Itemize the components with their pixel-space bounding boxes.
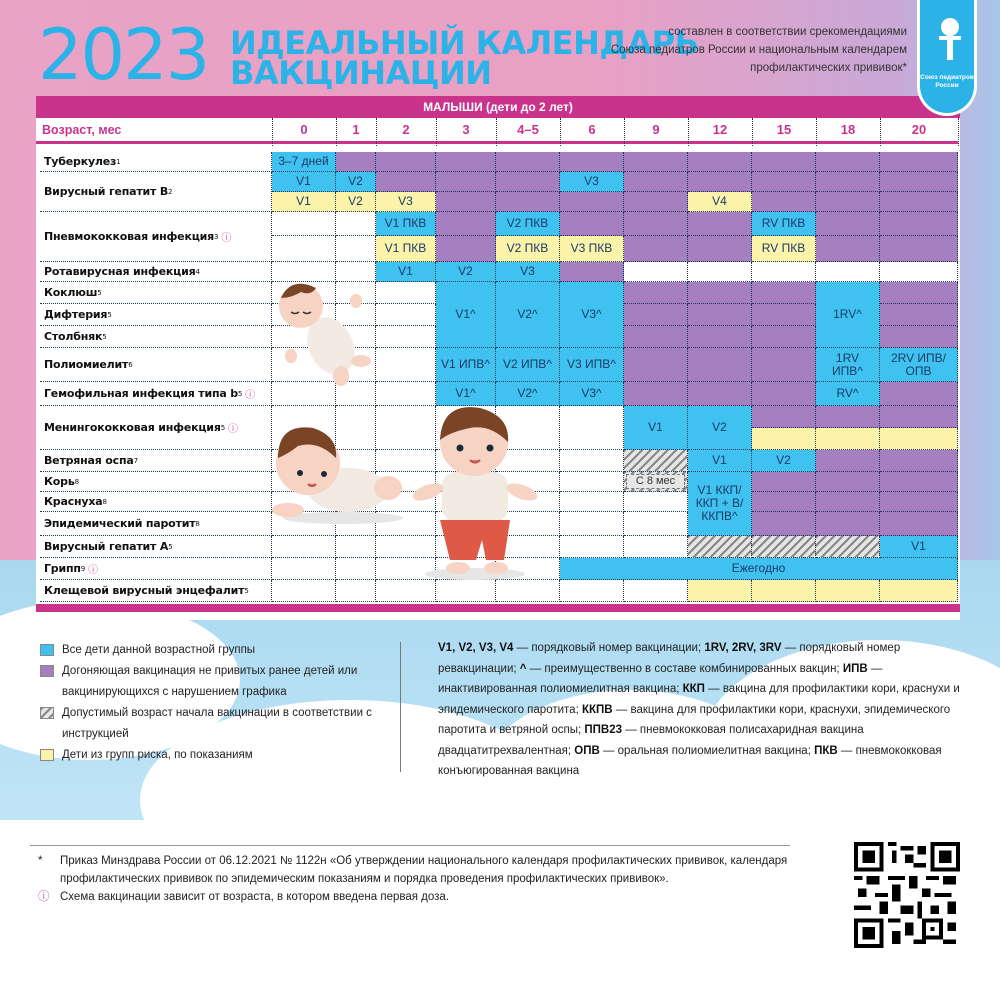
cell <box>816 236 880 262</box>
col-header-12: 12 <box>688 118 752 144</box>
cell-rota-3: V2 <box>436 262 496 282</box>
cell <box>880 472 958 492</box>
footnote-star <box>38 852 818 888</box>
title-line-2: ВАКЦИНАЦИИ <box>230 54 492 92</box>
col-divider <box>560 118 561 146</box>
abbr-def: — вакцина для профилактики кори, краснухи и эпидемического паротита; <box>438 683 960 716</box>
cell <box>880 580 958 602</box>
cell-mmr-12: V1 ККП/ ККП + В/ ККПВ^ <box>688 472 752 536</box>
crawling-baby-illustration <box>258 418 408 528</box>
cell-hepb-1: V2 <box>336 172 376 192</box>
cell <box>624 282 688 304</box>
row-label-pneumococcal: Пневмококковая инфекция 3 ⓘ <box>40 212 272 262</box>
cell <box>880 152 958 172</box>
cell-dtp-18: 1RV^ <box>816 282 880 348</box>
cell <box>624 212 688 236</box>
blue-swatch-icon <box>40 644 54 656</box>
abbr-def: — пневмококковая полисахаридная вакцина двадцатитрехвалентная; <box>438 724 864 757</box>
cell <box>816 428 880 450</box>
cell <box>752 472 816 492</box>
cell-hib-6: V3^ <box>560 382 624 406</box>
cell-polio-18: 1RV ИПВ^ <box>816 348 880 382</box>
cell <box>688 382 752 406</box>
cell <box>688 326 752 348</box>
legend-text: Допустимый возраст начала вакцинации в соответствии с инструкцией <box>62 707 372 740</box>
abbreviations-text <box>438 638 968 782</box>
abbr-def: — оральная полиомиелитная вакцина; <box>599 744 815 757</box>
cell <box>880 428 958 450</box>
age-group-band: МАЛЫШИ (дети до 2 лет) <box>36 96 960 118</box>
legend-text: Все дети данной возрастной группы <box>62 644 256 656</box>
col-header-6: 6 <box>560 118 624 144</box>
cell <box>688 152 752 172</box>
cell <box>624 192 688 212</box>
col-divider <box>816 118 817 146</box>
abbr-def: — порядковый номер ревакцинации; <box>438 642 901 675</box>
abbr-def: — преимущественно в составе комбинированных вакцин; <box>526 662 843 675</box>
cell-pneumo-risk-2: V1 ПКВ <box>376 236 436 262</box>
row-label-hepatitis-b: Вирусный гепатит B 2 <box>40 172 272 212</box>
cell <box>688 262 752 282</box>
cell <box>816 450 880 472</box>
cell-hepb-risk-12: V4 <box>688 192 752 212</box>
cell-hepb-6: V3 <box>560 172 624 192</box>
cell <box>624 304 688 326</box>
logo-text: Союз педиатров России <box>920 74 974 89</box>
col-header-20: 20 <box>880 118 958 144</box>
col-divider <box>688 118 689 146</box>
cell <box>880 212 958 236</box>
cell <box>272 236 336 262</box>
legend-item-all-children <box>40 640 400 661</box>
cell <box>496 580 560 602</box>
cell <box>752 492 816 512</box>
row-label-rubella: Краснуха 8 <box>40 492 272 512</box>
cell <box>560 492 624 512</box>
footnote-divider <box>30 845 790 846</box>
cell <box>272 536 336 558</box>
cell <box>816 192 880 212</box>
row-label-tick-borne-encephalitis: Клещевой вирусный энцефалит 5 <box>40 580 272 602</box>
subtitle-line-2: Союза педиатров России и национальным календарем <box>610 44 907 56</box>
cell-mmr-9 <box>624 472 688 492</box>
cell <box>560 450 624 472</box>
abbr-def: — пневмококковая конъюгированная вакцина <box>438 744 942 777</box>
cell <box>880 326 958 348</box>
abbr-term: V1, V2, V3, V4 <box>438 642 514 654</box>
cell <box>560 512 624 536</box>
cell <box>376 326 436 348</box>
cell <box>880 512 958 536</box>
abbr-term: ИПВ <box>842 662 868 675</box>
info-icon: ⓘ <box>38 891 50 903</box>
pediatricians-union-logo <box>917 0 977 116</box>
abbr-def: — инактивированная полиомиелитная вакцина; <box>438 662 883 695</box>
col-header-2: 2 <box>376 118 436 144</box>
row-label-influenza: Грипп 9 ⓘ <box>40 558 272 580</box>
cell-polio-20: 2RV ИПВ/ОПВ <box>880 348 958 382</box>
cell-pneumo-4-5: V2 ПКВ <box>496 212 560 236</box>
legend-text: Дети из групп риска, по показаниям <box>62 749 253 761</box>
cell <box>880 492 958 512</box>
cell <box>376 152 436 172</box>
cell <box>376 282 436 304</box>
legend-text: Догоняющая вакцинация не привитых ранее детей или вакцинирующихся с нарушением графика <box>62 665 358 698</box>
cell-pneumo-risk-15: RV ПКВ <box>752 236 816 262</box>
cell <box>752 348 816 382</box>
subtitle-line-3: профилактических прививок* <box>750 62 907 74</box>
abbr-term: ППВ23 <box>584 724 622 736</box>
cell-pneumo-risk-6: V3 ПКВ <box>560 236 624 262</box>
row-label-hib: Гемофильная инфекция типа b 5 ⓘ <box>40 382 272 406</box>
walking-toddler-illustration <box>410 402 540 582</box>
abbr-term: ККП <box>682 683 705 695</box>
cell-hepa-20: V1 <box>880 536 958 558</box>
cell-flu-annual: Ежегодно <box>560 558 958 580</box>
cell <box>436 580 496 602</box>
cell <box>752 262 816 282</box>
cell <box>560 580 624 602</box>
cell <box>624 152 688 172</box>
row-label-meningococcal: Менингококковая инфекция 5 ⓘ <box>40 406 272 450</box>
cell-hatch <box>752 536 816 558</box>
col-divider <box>752 118 753 146</box>
cell-pneumo-risk-4-5: V2 ПКВ <box>496 236 560 262</box>
cell <box>624 580 688 602</box>
cell <box>816 262 880 282</box>
cell <box>376 304 436 326</box>
cell-pneumo-15: RV ПКВ <box>752 212 816 236</box>
row-label-measles: Корь 8 <box>40 472 272 492</box>
footnote-info <box>38 888 818 906</box>
cell <box>560 472 624 492</box>
cell <box>336 558 376 580</box>
cell <box>688 172 752 192</box>
cell <box>560 536 624 558</box>
cell <box>880 382 958 406</box>
cell <box>560 406 624 450</box>
cell-hepb-0: V1 <box>272 172 336 192</box>
cell <box>624 382 688 406</box>
cell-mening-12: V2 <box>688 406 752 450</box>
cell <box>688 348 752 382</box>
abbr-term: ^ <box>519 662 527 675</box>
col-divider <box>624 118 625 146</box>
col-header-15: 15 <box>752 118 816 144</box>
cell-polio-6: V3 ИПВ^ <box>560 348 624 382</box>
cell <box>752 304 816 326</box>
cell <box>752 326 816 348</box>
color-legend <box>40 640 400 766</box>
cell-dtp-3: V1^ <box>436 282 496 348</box>
info-icon: ⓘ <box>88 565 98 576</box>
from-8-months-tag: С 8 мес <box>626 474 685 489</box>
cell <box>624 536 688 558</box>
cell <box>560 152 624 172</box>
col-header-1: 1 <box>336 118 376 144</box>
cell-hepb-risk-1: V2 <box>336 192 376 212</box>
subtitle-line-1: составлен в соответствии срекомендациями <box>668 26 907 38</box>
sleeping-baby-illustration <box>261 276 371 386</box>
col-divider <box>880 118 881 146</box>
col-divider <box>436 118 437 146</box>
cell-varicella-15: V2 <box>752 450 816 472</box>
footnote-text: Приказ Минздрава России от 06.12.2021 № 1122н «Об утверждении национального календаря профилактических прививок, календаря профилактических прививок по эпидемическим показаниям и порядка проведения профилактических прививок». <box>60 855 788 885</box>
cell <box>816 172 880 192</box>
cell-hib-18: RV^ <box>816 382 880 406</box>
cell <box>688 282 752 304</box>
col-header-18: 18 <box>816 118 880 144</box>
cell <box>624 492 688 512</box>
cell <box>880 192 958 212</box>
cell-hepb-risk-2: V3 <box>376 192 436 212</box>
cell <box>436 172 496 192</box>
cell <box>624 326 688 348</box>
cell-hib-3: V1^ <box>436 382 496 406</box>
cell <box>752 512 816 536</box>
info-icon: ⓘ <box>245 390 255 401</box>
cell <box>336 580 376 602</box>
cell <box>624 512 688 536</box>
cell-pneumo-2: V1 ПКВ <box>376 212 436 236</box>
year-heading: 2023 <box>38 14 209 96</box>
row-label-hepatitis-a: Вирусный гепатит A 5 <box>40 536 272 558</box>
cell-hepb-risk-0: V1 <box>272 192 336 212</box>
cell <box>816 580 880 602</box>
cell <box>816 512 880 536</box>
cell <box>880 304 958 326</box>
cell <box>624 172 688 192</box>
legend-item-catch-up <box>40 661 400 703</box>
cell <box>816 152 880 172</box>
legend-item-risk-groups <box>40 745 400 766</box>
cell <box>752 192 816 212</box>
cell <box>688 304 752 326</box>
cell <box>880 262 958 282</box>
cell-hib-4-5: V2^ <box>496 382 560 406</box>
age-label: Возраст, мес <box>36 118 272 144</box>
cell <box>436 212 496 236</box>
cell <box>496 172 560 192</box>
cell <box>376 348 436 382</box>
cell <box>336 536 376 558</box>
col-header-0: 0 <box>272 118 336 144</box>
info-icon: ⓘ <box>227 424 238 435</box>
abbr-term: ПКВ <box>814 744 838 757</box>
cell-hatch <box>688 536 752 558</box>
cell <box>880 406 958 428</box>
title-line-1: ИДЕАЛЬНЫЙ КАЛЕНДАРЬ <box>230 24 699 62</box>
legend-item-allowed-age <box>40 703 400 745</box>
cell-dtp-4-5: V2^ <box>496 282 560 348</box>
cell <box>336 152 376 172</box>
cell-hatch <box>816 536 880 558</box>
cell <box>752 152 816 172</box>
cell <box>624 236 688 262</box>
cell <box>816 472 880 492</box>
abbr-term: 1RV, 2RV, 3RV <box>704 642 782 654</box>
footnote-text: Схема вакцинации зависит от возраста, в котором введена первая доза. <box>60 891 450 903</box>
yellow-swatch-icon <box>40 749 54 761</box>
abbr-def: — порядковый номер вакцинации; <box>513 642 705 654</box>
footnotes <box>38 852 818 906</box>
cell <box>376 580 436 602</box>
row-label-tuberculosis: Туберкулез 1 <box>40 152 272 172</box>
cell <box>272 580 336 602</box>
cell <box>752 382 816 406</box>
cell-rota-4-5: V3 <box>496 262 560 282</box>
cell <box>688 212 752 236</box>
cell <box>436 236 496 262</box>
vaccination-table <box>36 96 960 620</box>
cell-dtp-6: V3^ <box>560 282 624 348</box>
cell <box>560 192 624 212</box>
qr-code[interactable] <box>852 842 962 948</box>
row-label-diphtheria: Дифтерия 5 <box>40 304 272 326</box>
cell <box>816 406 880 428</box>
abbr-term: ККПВ <box>581 703 613 716</box>
cell-tb-0: 3–7 дней <box>272 152 336 172</box>
cell <box>752 282 816 304</box>
cell <box>336 236 376 262</box>
subtitle <box>577 23 907 77</box>
cell <box>688 236 752 262</box>
col-header-4-5: 4–5 <box>496 118 560 144</box>
cell-polio-3: V1 ИПВ^ <box>436 348 496 382</box>
cell <box>624 262 688 282</box>
col-divider <box>336 118 337 146</box>
abbr-term: ОПВ <box>574 744 600 757</box>
cell <box>688 580 752 602</box>
col-divider <box>958 118 959 146</box>
cell <box>624 348 688 382</box>
row-label-mumps: Эпидемический паротит 8 <box>40 512 272 536</box>
cell <box>752 580 816 602</box>
background-white <box>0 820 1000 1000</box>
hatch-swatch-icon <box>40 707 54 719</box>
cell-polio-4-5: V2 ИПВ^ <box>496 348 560 382</box>
cell <box>272 212 336 236</box>
cell-hatch <box>624 450 688 472</box>
cell <box>880 172 958 192</box>
col-divider <box>496 118 497 146</box>
col-divider <box>376 118 377 146</box>
row-label-polio: Полиомиелит 6 <box>40 348 272 382</box>
row-label-pertussis: Коклюш 5 <box>40 282 272 304</box>
cell <box>436 192 496 212</box>
cell <box>752 406 816 428</box>
cell <box>752 428 816 450</box>
cell <box>880 236 958 262</box>
row-label-rotavirus: Ротавирусная инфекция 4 <box>40 262 272 282</box>
cell-rota-2: V1 <box>376 262 436 282</box>
row-label-tetanus: Столбняк 5 <box>40 326 272 348</box>
cell <box>880 282 958 304</box>
cell <box>376 172 436 192</box>
cell <box>496 152 560 172</box>
cell <box>436 152 496 172</box>
cell <box>560 212 624 236</box>
cell-varicella-12: V1 <box>688 450 752 472</box>
cell <box>880 450 958 472</box>
col-divider <box>272 118 273 146</box>
cell <box>560 262 624 282</box>
legend-divider <box>400 642 401 772</box>
info-icon: ⓘ <box>221 233 232 244</box>
cell <box>496 192 560 212</box>
table-bottom-bar <box>36 604 960 612</box>
purple-swatch-icon <box>40 665 54 677</box>
cell <box>816 492 880 512</box>
cell <box>336 212 376 236</box>
asterisk-mark: * <box>38 855 43 867</box>
abbr-def: — вакцина для профилактики кори, краснухи, эпидемического паротита и ветряной оспы; <box>438 703 951 736</box>
cell <box>816 212 880 236</box>
logo-body-shape <box>947 34 953 60</box>
cell-mening-9: V1 <box>624 406 688 450</box>
cell <box>752 172 816 192</box>
col-header-3: 3 <box>436 118 496 144</box>
row-label-varicella: Ветряная оспа 7 <box>40 450 272 472</box>
cell <box>272 558 336 580</box>
col-header-9: 9 <box>624 118 688 144</box>
